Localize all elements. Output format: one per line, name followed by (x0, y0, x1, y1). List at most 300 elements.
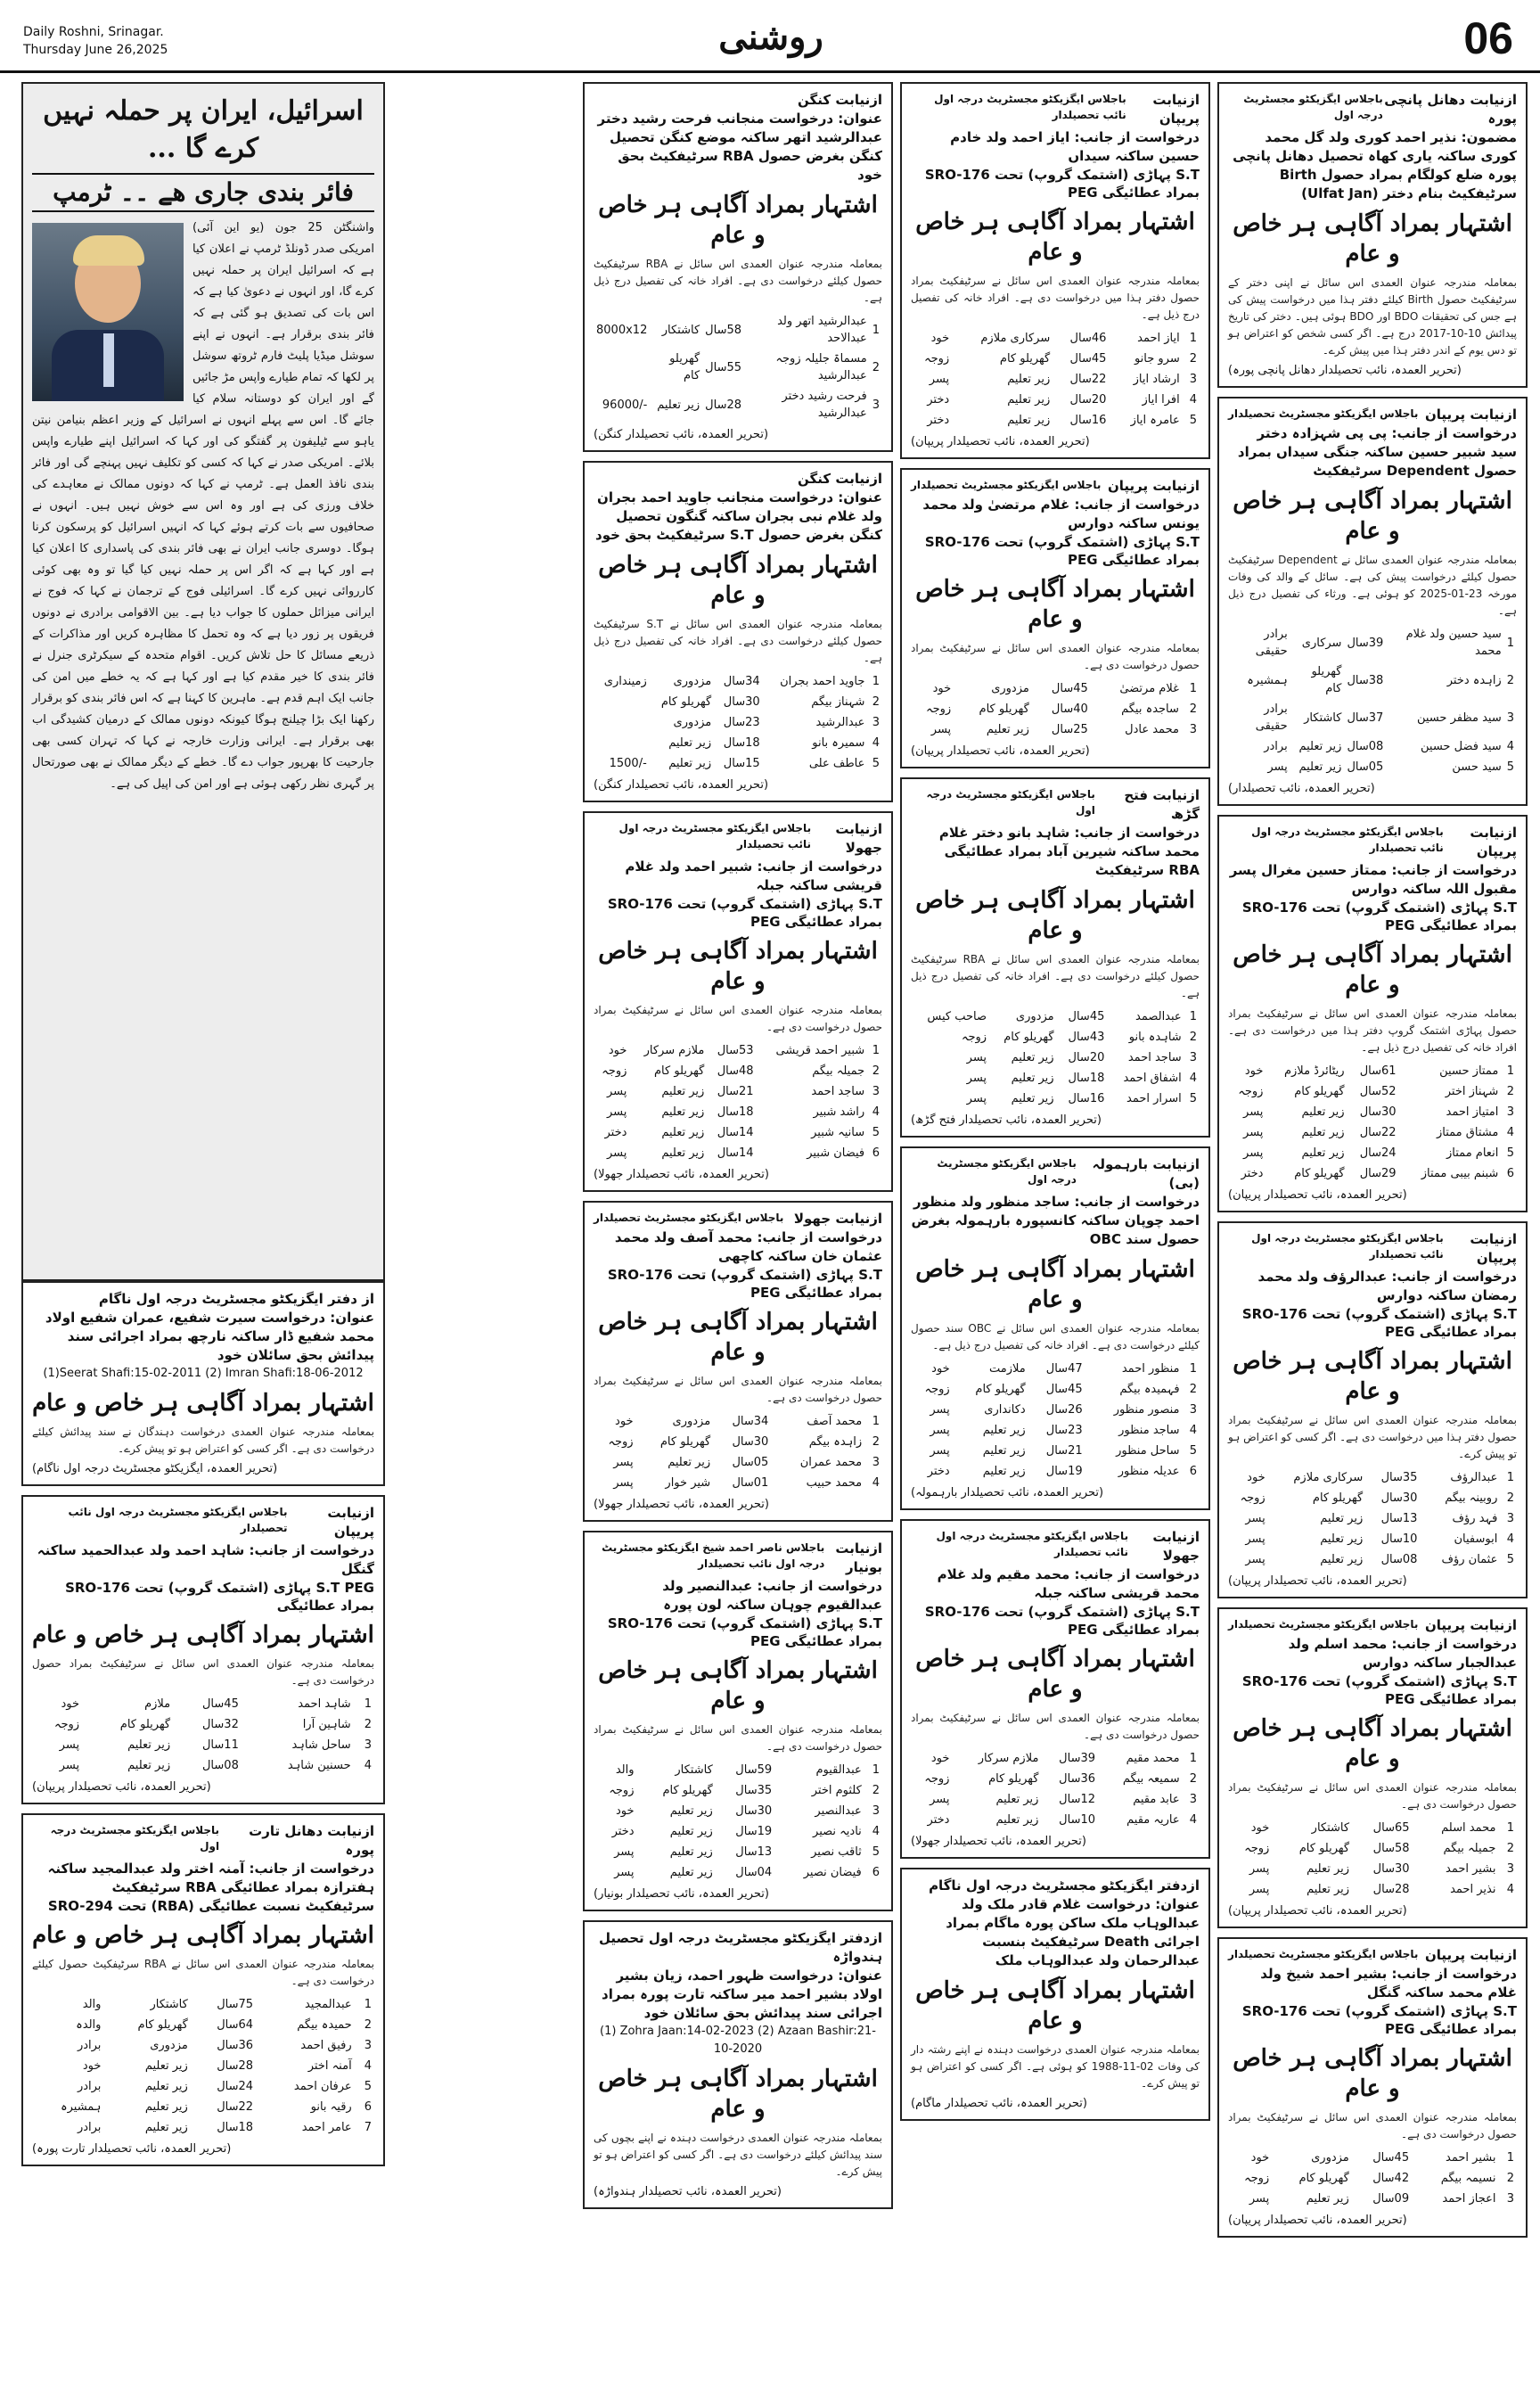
table-cell: 2 (1506, 1842, 1514, 1855)
table-cell: محمد عمران (799, 1456, 863, 1469)
table-cell: 5 (872, 1845, 880, 1859)
table-cell: 48سال (717, 1064, 754, 1078)
table-cell: گھریلو کام (653, 1064, 705, 1078)
table-cell: زوجہ (1243, 2172, 1270, 2185)
table-cell: زیر تعلیم (1320, 1512, 1364, 1525)
table-cell: زیر تعلیم (669, 1804, 713, 1818)
table-cell: 22سال (1359, 1126, 1397, 1139)
table-cell: پسر (930, 1444, 950, 1458)
table-row (32, 2015, 374, 2035)
table-row (911, 1400, 1200, 1420)
table-cell: زیر تعلیم (1301, 1105, 1345, 1119)
notice-box (900, 468, 1210, 768)
table-cell: ملازم سرکار (978, 1752, 1039, 1765)
table-cell: 46سال (1069, 332, 1107, 345)
table-cell: رفیق احمد (300, 2039, 352, 2052)
table-cell: 2 (364, 2018, 372, 2032)
table-row (911, 1089, 1200, 1109)
table-cell: مشتاق ممتاز (1437, 1126, 1499, 1139)
table-row (594, 1432, 882, 1452)
table-cell: 64سال (217, 2018, 254, 2032)
table-cell: پسر (1243, 1146, 1264, 1160)
table-cell: 4 (1506, 1126, 1514, 1139)
table-cell: رقیہ بانو (310, 2100, 352, 2114)
table-cell: 43سال (1068, 1031, 1105, 1044)
notice-box (1217, 397, 1528, 806)
table-cell: زیر تعلیم (1320, 1532, 1364, 1546)
family-table (594, 1040, 882, 1163)
table-cell: 65سال (1372, 1821, 1410, 1835)
table-cell: عامرہ ایاز (1130, 414, 1180, 427)
table-cell: 11سال (201, 1738, 239, 1752)
table-cell: گھریلو کام (979, 702, 1029, 716)
table-row (32, 1755, 374, 1776)
table-cell: سمیعہ بیگم (1122, 1772, 1180, 1786)
table-cell: دکانداری (984, 1403, 1026, 1417)
notice-signature: (تحریر العمدہ، نائب تحصیلدار جھولا) (911, 1835, 1086, 1848)
notice-box (1217, 815, 1528, 1212)
table-cell: 05سال (732, 1456, 769, 1469)
table-row (594, 1780, 882, 1801)
table-cell: زیر تعلیم (669, 1845, 713, 1859)
table-cell: گھریلو کام (975, 1383, 1026, 1396)
table-cell: 23سال (1045, 1424, 1083, 1437)
notice-sro: SRO-176 پہاڑی (اشتمک گروپ) تحت S.T PEG بمراد عطائیگی (607, 896, 882, 930)
table-row (1228, 736, 1517, 757)
table-row (911, 1068, 1200, 1089)
table-cell: شبنم بیبی ممتاز (1421, 1167, 1499, 1180)
table-cell: 39سال (1059, 1752, 1096, 1765)
table-cell: 5 (1506, 1146, 1514, 1160)
family-table (594, 1411, 882, 1493)
issue-date: Thursday June 26,2025 (23, 43, 168, 57)
table-row (594, 671, 882, 692)
table-cell: سید مظفر حسین (1416, 711, 1502, 725)
notice-office: ازنیابت پریپان (327, 1505, 374, 1540)
table-cell (594, 733, 650, 753)
table-cell: 13سال (735, 1845, 773, 1859)
table-row (1228, 1529, 1517, 1549)
notice-office: ازنیابت فتح گڑھ (1124, 787, 1200, 822)
table-cell: خود (930, 332, 950, 345)
table-cell: ملازم سرکار (643, 1044, 705, 1057)
table-cell: خود (932, 682, 952, 695)
table-cell: 4 (1506, 1532, 1514, 1546)
table-cell: 19سال (1045, 1465, 1083, 1478)
table-cell: سرکاری (1301, 636, 1342, 650)
notice-subject: درخواست از جانب: ممتاز حسین مغرال پسر مقبول اللہ ساکنہ دوارس (1229, 862, 1517, 897)
table-cell: سید حسین ولد غلام محمد (1405, 628, 1502, 658)
table-row (32, 1735, 374, 1755)
news-headline: اسرائیل، ایران پر حملہ نہیں کرے گا ... (43, 95, 364, 164)
table-cell: 1 (1506, 636, 1514, 650)
notice-office: ازنیابت پریپان (1424, 1617, 1517, 1633)
table-cell: عاطف علی (808, 757, 865, 770)
family-table (32, 1994, 374, 2138)
notice-body: بمعاملہ مندرجہ عنوان العمدی اس سائل نے RBA سرٹیفکیٹ حصول کیلئے درخواست دی ہے۔ افراد خانہ کی تفصیل درج ذیل ہے۔ (594, 258, 882, 304)
table-cell: 22سال (1069, 373, 1107, 386)
table-cell: 18سال (717, 1105, 754, 1119)
notice-court: باجلاس ایگزیکٹو مجسٹریٹ درجہ اول نائب تحصیلدار (68, 1506, 288, 1534)
table-cell: ریٹائرڈ ملازم (1283, 1064, 1345, 1078)
table-cell: خود (615, 1804, 635, 1818)
table-cell: خود (615, 1415, 634, 1428)
notice-subject: عنوان: درخواست منجانب فرحت رشید دختر عبدالرشید اتھر ساکنہ موضع کنگن تحصیل کنگن بغرض حصول RBA سرٹیفکیٹ بحق خود (597, 111, 882, 183)
table-row (911, 369, 1200, 390)
table-cell: زیر تعلیم (1011, 1072, 1054, 1085)
table-row (911, 349, 1200, 369)
table-cell: 6 (1506, 1167, 1514, 1180)
table-row (911, 328, 1200, 349)
table-cell: 28سال (217, 2059, 254, 2073)
notice-office: ازنیابت بونیار (835, 1540, 882, 1575)
news-photo (32, 223, 184, 401)
table-row (1228, 1122, 1517, 1143)
notice-office: ازنیابت جھولا (1152, 1529, 1200, 1564)
table-cell: پسر (614, 1866, 635, 1879)
table-cell: پسر (1245, 1532, 1266, 1546)
table-cell: پسر (966, 1072, 987, 1085)
table-cell: 13سال (1380, 1512, 1418, 1525)
table-cell: پسر (613, 1476, 634, 1490)
table-cell: خود (61, 1697, 80, 1711)
table-cell: منظور احمد (1121, 1362, 1180, 1376)
table-cell: 5 (872, 1126, 880, 1139)
table-cell: 08سال (1380, 1553, 1418, 1566)
table-cell: پسر (930, 723, 952, 736)
column-3 (583, 82, 893, 2218)
table-cell: 2 (1189, 1031, 1197, 1044)
table-cell: 24سال (1359, 1146, 1397, 1160)
table-cell: 3 (1506, 2192, 1514, 2206)
table-cell: عبدالنصیر (815, 1804, 862, 1818)
table-cell: خود (931, 1362, 950, 1376)
table-row (1228, 1163, 1517, 1184)
table-cell: پسر (1245, 1553, 1266, 1566)
table-row (594, 1143, 882, 1163)
notice-box (900, 1146, 1210, 1510)
notice-signature: (تحریر العمدہ، نائب تحصیلدار پریپان) (1228, 1188, 1407, 1202)
notice-header (911, 1528, 1200, 1565)
notice-sro: SRO-176 پہاڑی (اشتمک گروپ) تحت S.T PEG بمراد عطائیگی (607, 1615, 882, 1649)
table-cell: 45سال (1045, 1383, 1083, 1396)
notice-office: ازنیابت پریپان (1152, 92, 1200, 127)
notice-header (594, 470, 882, 489)
table-cell: ساجد منظور (1118, 1424, 1180, 1437)
table-cell: کلثوم اختر (811, 1784, 862, 1797)
table-cell: -/96000 (602, 398, 648, 412)
table-cell: زیر تعلیم (661, 1105, 705, 1119)
table-cell: گھریلو کام (137, 2018, 188, 2032)
notice-box (21, 1813, 385, 2166)
notice-subject: درخواست از جانب: عبدالنصیر ولد عبدالقیوم چوہان ساکنہ لون پورہ (662, 1578, 882, 1613)
table-cell: انعام ممتاز (1446, 1146, 1499, 1160)
table-cell: 20سال (1068, 1051, 1105, 1064)
table-cell: خود (1250, 1821, 1270, 1835)
table-cell: 2 (872, 695, 880, 709)
table-cell: زوجہ (602, 1064, 627, 1078)
table-cell: والدہ (76, 2018, 102, 2032)
table-cell: 18سال (217, 2121, 254, 2134)
table-cell: ارشاد ایاز (1133, 373, 1180, 386)
table-cell: زیر تعلیم (1307, 1883, 1350, 1896)
table-cell: پسر (607, 1085, 627, 1098)
table-cell: 39سال (1347, 636, 1384, 650)
table-row (1228, 661, 1517, 699)
table-cell: 3 (872, 398, 880, 412)
notice-body: بمعاملہ مندرجہ عنوان العمدی اس سائل نے سرٹیفکیٹ بمراد حصول درخواست دی ہے۔ (911, 1712, 1200, 1741)
notice-subject: درخواست از جانب: غلام مرتضیٰ ولد محمد یونس ساکنہ دوارس (922, 497, 1200, 531)
table-cell: خود (1244, 1064, 1264, 1078)
table-cell: 20سال (1069, 393, 1107, 407)
table-cell: گھریلو کام (662, 1784, 713, 1797)
table-cell: خود (82, 2059, 102, 2073)
table-cell: 5 (1506, 760, 1514, 774)
table-row (911, 410, 1200, 431)
table-cell: 10سال (1059, 1813, 1096, 1827)
notice-court: باجلاس ایگزیکٹو مجسٹریٹ درجہ اول (926, 788, 1095, 817)
table-cell: 22سال (217, 2100, 254, 2114)
table-cell: 1 (1189, 1752, 1197, 1765)
table-row (911, 1006, 1200, 1027)
table-cell: 1 (872, 323, 880, 337)
notice-signature: (تحریر العمدہ، نائب تحصیلدار پریپان) (1228, 1574, 1407, 1588)
table-cell: 26سال (1045, 1403, 1083, 1417)
notice-subject: درخواست از جانب: محمد آصف ولد محمد عثمان خان ساکنہ کاچھی (614, 1229, 882, 1264)
notice-court: باجلاس ایگزیکٹو مجسٹریٹ تحصیلدار (1228, 1618, 1419, 1631)
notice-court: باجلاس ایگزیکٹو مجسٹریٹ درجہ اول نائب تحصیلدار (1251, 1232, 1444, 1261)
notice-body: بمعاملہ مندرجہ عنوان العمدی درخواست دہندہ نے اپنے رشتہ دار کی وفات 02-11-1988 کو ہوئی ہے۔ اگر کسی کو اعتراض ہو تو پیش کرے۔ (911, 2043, 1200, 2090)
table-cell: 52سال (1359, 1085, 1397, 1098)
table-cell: 28سال (705, 398, 742, 412)
table-cell: 12سال (1059, 1793, 1096, 1806)
notice-signature: (تحریر العمدہ، نائب تحصیلدار جھولا) (594, 1498, 769, 1511)
table-cell: عبدالصمد (1135, 1010, 1182, 1023)
table-cell: 3 (1506, 1862, 1514, 1876)
table-cell: 1 (1506, 1471, 1514, 1484)
table-cell: دختر (604, 1126, 627, 1139)
table-cell: گھریلو کام (988, 1772, 1039, 1786)
table-cell: زیر تعلیم (144, 2080, 188, 2093)
table-cell: گھریلو کام (1003, 1031, 1054, 1044)
table-cell: 2 (1189, 352, 1197, 366)
table-cell: 30سال (1380, 1491, 1418, 1505)
table-cell: امتیاز احمد (1446, 1105, 1499, 1119)
notice-box (1217, 1607, 1528, 1928)
table-row (1228, 2168, 1517, 2189)
notice-sro: SRO-176 پہاڑی (اشتمک گروپ) تحت S.T PEG بمراد عطائیگی (924, 1604, 1200, 1638)
table-cell: زیر تعلیم (669, 1825, 713, 1838)
table-cell: ساحل منظور (1116, 1444, 1180, 1458)
notice-heading: اشتہار بمراد آگاہی ہر خاص و عام (1233, 941, 1512, 998)
table-cell: مزدوری (673, 675, 712, 688)
table-cell: 3 (1189, 1403, 1197, 1417)
table-cell (594, 712, 650, 733)
table-cell: فرحت رشید دختر عبدالرشید (782, 390, 867, 420)
masthead (0, 0, 1540, 73)
notice-subject: درخواست از جانب: محمد مقیم ولد غلام محمد قریشی ساکنہ جبلہ (937, 1566, 1200, 1601)
notice-signature: (تحریر العمدہ، نائب تحصیلدار جھولا) (594, 1168, 769, 1181)
table-cell: 30سال (723, 695, 760, 709)
table-row (911, 1461, 1200, 1482)
table-cell: زیر تعلیم (1306, 2192, 1349, 2206)
notice-office: ازدفتر ایگزیکٹو مجسٹریٹ درجہ اول ناگام (929, 1877, 1200, 1894)
table-cell: 30سال (735, 1804, 773, 1818)
table-cell: 2 (1189, 1383, 1197, 1396)
table-cell (594, 349, 650, 386)
table-cell: مزدوری (673, 716, 712, 729)
table-cell: 2 (872, 1435, 880, 1449)
column-1 (21, 82, 385, 2175)
table-row (1228, 1061, 1517, 1081)
table-row (594, 1061, 882, 1081)
notice-heading: اشتہار بمراد آگاہی ہر خاص و عام (915, 887, 1195, 944)
notice-subject: درخواست از جانب: عبدالرؤف ولد محمد رمضان ساکنہ دوارس (1257, 1269, 1517, 1303)
table-cell: عاریہ مقیم (1126, 1813, 1180, 1827)
notice-court: باجلاس ناصر احمد شیخ ایگزیکٹو مجسٹریٹ درجہ اول نائب تحصیلدار (602, 1541, 825, 1570)
table-cell: سرکاری ملازم (980, 332, 1051, 345)
table-cell: سمیرہ بانو (812, 736, 865, 750)
table-row (594, 386, 882, 423)
table-cell: 18سال (723, 736, 760, 750)
table-row (594, 311, 882, 349)
table-cell: 37سال (1347, 711, 1384, 725)
column-5 (1217, 82, 1528, 2247)
table-cell: منصور منظور (1113, 1403, 1180, 1417)
notice-heading: اشتہار بمراد آگاہی ہر خاص و عام (1233, 1348, 1512, 1405)
table-cell: پسر (59, 1738, 80, 1752)
table-row (1228, 1102, 1517, 1122)
table-row (32, 2097, 374, 2117)
table-cell: زیر تعلیم (668, 1456, 711, 1469)
notice-box (21, 1495, 385, 1804)
notice-box (900, 82, 1210, 459)
notice-office: ازنیابت کنگن (798, 471, 882, 487)
table-cell: شہناز بیگم (811, 695, 865, 709)
notice-court: باجلاس ایگزیکٹو مجسٹریٹ درجہ اول (1243, 93, 1383, 121)
table-cell: زوجہ (923, 352, 950, 366)
table-cell: پسر (966, 1051, 987, 1064)
table-cell: عابد مقیم (1133, 1793, 1180, 1806)
table-row (911, 1359, 1200, 1379)
table-cell: ساجدہ بیگم (1121, 702, 1179, 716)
table-cell: 4 (872, 1476, 880, 1490)
table-cell: گھریلو کام (999, 352, 1051, 366)
table-cell: پسر (930, 1403, 950, 1417)
table-cell: 01سال (732, 1476, 769, 1490)
table-cell: پسر (1249, 1883, 1270, 1896)
notice-sro: SRO-176 پہاڑی (اشتمک گروپ) تحت S.T PEG بمراد عطائیگی (607, 1267, 882, 1301)
notice-body: بمعاملہ مندرجہ عنوان العمدی اس سائل نے سرٹیفکیٹ بمراد حصول دفتر ہذا میں درخواست دی ہے۔ اگر کسی کو اعتراض ہو تو پیش کرے۔ (1228, 1414, 1517, 1460)
table-row (594, 1411, 882, 1432)
table-cell: گھریلو کام (1294, 1167, 1345, 1180)
table-cell: 4 (364, 2059, 372, 2073)
notice-box (1217, 1937, 1528, 2238)
notice-subject: درخواست از جانب: محمد اسلم ولد عبدالجبار ساکنہ دوارس (1288, 1636, 1517, 1671)
notice-signature: (تحریر العمدہ، نائب تحصیلدار پریپان) (911, 435, 1090, 448)
table-cell: دختر (927, 1813, 950, 1827)
table-cell: 4 (1189, 1424, 1197, 1437)
table-cell: کاشتکار (150, 1998, 188, 2011)
table-cell: زاہدہ بیگم (808, 1435, 863, 1449)
notice-body: بمعاملہ مندرجہ عنوان العمدی اس سائل نے سرٹیفکیٹ بمراد حصول درخواست دی ہے۔ (911, 642, 1200, 671)
table-cell: 25سال (1051, 723, 1088, 736)
notice-header (32, 1822, 374, 1860)
table-row (1228, 1488, 1517, 1508)
table-row (911, 1789, 1200, 1810)
table-cell: ساجد احمد (811, 1085, 865, 1098)
notice-signature: (تحریر العمدہ، نائب تحصیلدار پریپان) (1228, 2214, 1407, 2227)
table-cell: سانیہ شبیر (811, 1126, 865, 1139)
notice-sro: SRO-176 پہاڑی (اشتمک گروپ) تحت S.T PEG بمراد عطائیگی (924, 167, 1200, 201)
table-cell: زاہدہ دختر (1446, 673, 1502, 687)
table-cell: 5 (1189, 1092, 1197, 1105)
table-cell: 1 (364, 1998, 372, 2011)
notice-header (911, 786, 1200, 824)
table-cell: 30سال (1359, 1105, 1397, 1119)
notice-court: باجلاس ایگزیکٹو مجسٹریٹ درجہ اول (50, 1824, 220, 1853)
table-cell: 5 (872, 757, 880, 770)
table-cell: زیر تعلیم (1301, 1126, 1345, 1139)
table-cell: 2 (1506, 1085, 1514, 1098)
table-cell: ابوسفیان (1454, 1532, 1498, 1546)
notice-office: ازنیابت پریپان (1470, 825, 1517, 859)
table-row (32, 2056, 374, 2076)
notice-office: ازنیابت پریپان (1424, 1947, 1517, 1963)
notice-court: باجلاس ایگزیکٹو مجسٹریٹ تحصیلدار (1228, 407, 1419, 420)
family-table (1228, 1818, 1517, 1900)
table-row (594, 1801, 882, 1821)
notice-office: ازنیابت دھانل تارت پورہ (249, 1823, 374, 1858)
table-cell: زوجہ (1244, 1842, 1270, 1855)
table-cell: 1 (872, 1763, 880, 1777)
table-cell: سید فضل حسین (1421, 740, 1502, 753)
table-cell: زیر تعلیم (661, 1146, 705, 1160)
notice-signature: (تحریر العمدہ، نائب تحصیلدار تارت پورہ) (32, 2142, 232, 2156)
notice-header (1228, 1946, 1517, 1965)
table-cell: 32سال (201, 1718, 239, 1731)
table-cell: پسر (1245, 1512, 1266, 1525)
notice-heading: اشتہار بمراد آگاہی ہر خاص و عام (32, 1622, 374, 1648)
table-cell: -/1500 (609, 757, 647, 770)
table-cell: گھریلو کام (1311, 665, 1342, 695)
table-cell: زیر تعلیم (1007, 373, 1051, 386)
notice-subject: مضمون: نذیر احمد کوری ولد گل محمد کوری ساکنہ یاری کھاہ تحصیل دھانل پانچی پورہ ضلع کولگام بمراد حصول Birth سرٹیفکیٹ بنام دختر (Ulfat Jan) (1233, 129, 1517, 201)
table-cell: زیر تعلیم (661, 1126, 705, 1139)
table-cell: دختر (927, 393, 950, 407)
family-table (1228, 624, 1517, 777)
table-cell: 08سال (201, 1759, 239, 1772)
table-cell: زمینداری (603, 675, 647, 688)
family-table (911, 328, 1200, 431)
notice-signature: (تحریر العمدہ، نائب تحصیلدار پریپان) (32, 1780, 211, 1794)
notice-signature: (تحریر العمدہ، نائب تحصیلدار ماگام) (911, 2097, 1087, 2110)
table-cell: 5 (1506, 1553, 1514, 1566)
table-cell: گھریلو کام (1298, 2172, 1349, 2185)
table-cell: 1 (1189, 682, 1197, 695)
table-cell: 38سال (1347, 673, 1384, 687)
table-row (594, 692, 882, 712)
table-cell: عبدالقیوم (815, 1763, 862, 1777)
table-cell: 35سال (735, 1784, 773, 1797)
table-cell: عثمان رؤف (1441, 1553, 1498, 1566)
notice-box (900, 777, 1210, 1138)
notice-header (32, 1290, 374, 1309)
table-row (594, 753, 882, 774)
table-row (1228, 1143, 1517, 1163)
table-cell: عرفان احمد (293, 2080, 352, 2093)
table-cell: مزدوری (150, 2039, 188, 2052)
